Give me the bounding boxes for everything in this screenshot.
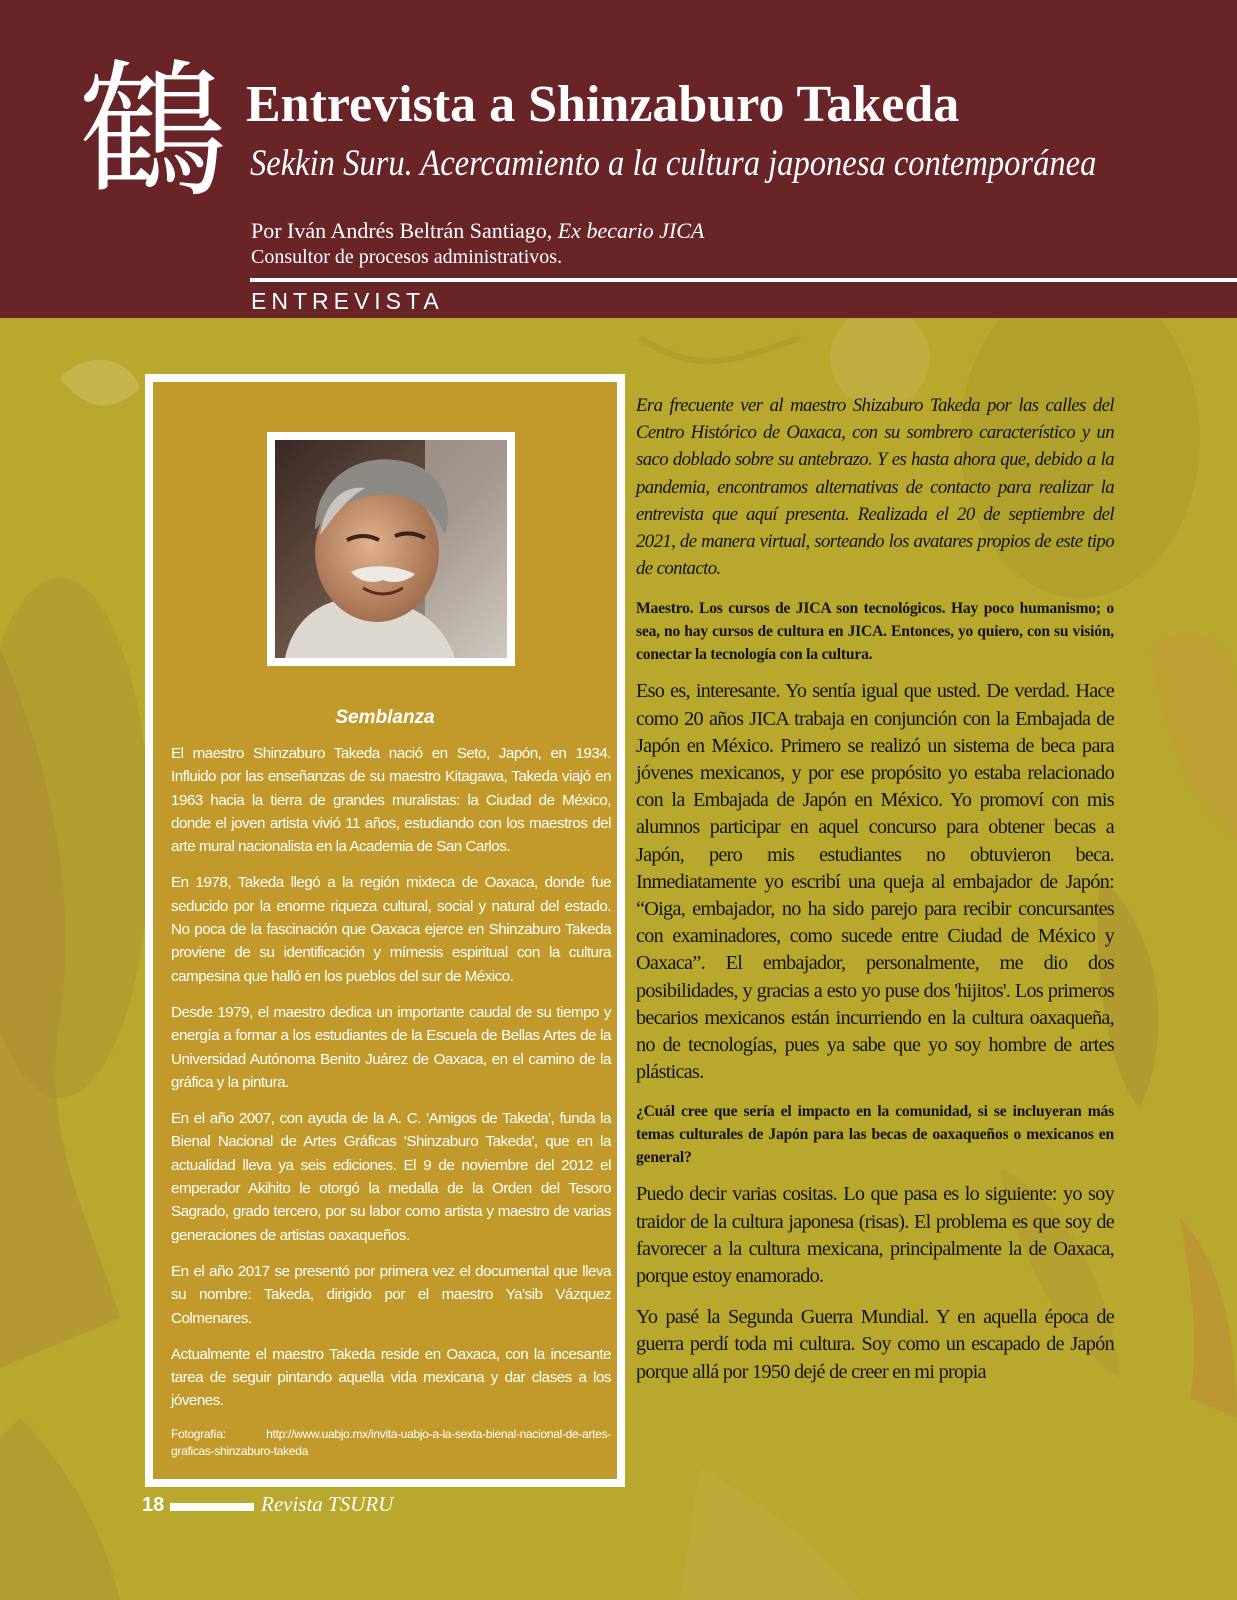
- portrait-photo: [275, 440, 507, 658]
- interview-column: [636, 392, 1114, 1400]
- author-affiliation: Ex becario JICA: [557, 218, 705, 243]
- portrait-frame: [267, 432, 515, 666]
- tsuru-kanji-logo: 鶴: [79, 46, 227, 218]
- article-header: [0, 0, 1237, 318]
- semblanza-paragraph: En el año 2007, con ayuda de la A. C. 'Amigos de Takeda', funda la Bienal Nacional de Artes Gráficas 'Shinzaburo Takeda', que en la actualidad lleva ya seis ediciones. El 9 de noviembre del 2012 el emperador Akihito le otorgó la medalla de la Orden del Tesoro Sagrado, grado tercero, por su labor como artista y maestro de varias generaciones de artistas oaxaqueños.: [171, 1110, 611, 1244]
- semblanza-body: [171, 742, 611, 1473]
- footer-bar: [170, 1503, 254, 1511]
- semblanza-paragraph: Desde 1979, el maestro dedica un importante caudal de su tiempo y energía a formar a los estudiantes de la Escuela de Bellas Artes de la Universidad Autónoma Benito Juárez de Oaxaca, en el camino de la gráfica y la pintura.: [171, 1003, 611, 1091]
- article-subtitle: Sekkin Suru. Acercamiento a la cultura japonesa contemporánea: [250, 143, 1097, 184]
- photo-credit: Fotografía: http://www.uabjo.mx/invita-uabjo-a-la-sexta-bienal-nacional-de-artes-graficas-shinzaburo-takeda: [171, 1426, 611, 1458]
- page-number: 18: [142, 1494, 165, 1516]
- semblanza-box: [145, 374, 625, 1487]
- interview-answer: Eso es, interesante. Yo sentía igual que usted. De verdad. Hace como 20 años JICA trabaja en conjunción con la Embajada de Japón en México. Primero se realizó un sistema de beca para jóvenes mexicanos, y por ese propósito yo estaba relacionado con la Embajada de Japón en México. Yo promoví con mis alumnos participar en aquel concurso para obtener becas a Japón, pero mis estudiantes no obtuvieron beca. Inmediatamente yo escribí una queja al embajador de Japón: “Oiga, embajador, no ha sido parejo para recibir concursantes con examinadores, como sucede entre Ciudad de México y Oaxaca”. El embajador, personalmente, me dio dos posibilidades, y gracias a esto yo puse dos 'hijitos'. Los primeros becarios mexicanos están incurriendo en la cultura oaxaqueña, no de tecnologías, pues ya sabe que yo soy hombre de artes plásticas.: [636, 680, 1114, 1084]
- semblanza-paragraph: El maestro Shinzaburo Takeda nació en Seto, Japón, en 1934. Influido por las enseñanzas de su maestro Kitagawa, Takeda viajó en 1963 hacia la tierra de grandes muralistas: la Ciudad de México, donde el joven artista vivió 11 años, estudiando con los maestros del arte mural nacionalista en la Academia de San Carlos.: [171, 745, 611, 856]
- interview-question: ¿Cuál cree que sería el impacto en la comunidad, si se incluyeran más temas culturales de Japón para las becas de oaxaqueños o mexicanos en general?: [636, 1103, 1114, 1167]
- section-label: ENTREVISTA: [251, 288, 444, 314]
- interview-answer: Puedo decir varias cositas. Lo que pasa es lo siguiente: yo soy traidor de la cultura japonesa (risas). El problema es que soy de favorecer a la cultura mexicana, principalmente la de Oaxaca, porque estoy enamorado.: [636, 1183, 1114, 1288]
- semblanza-paragraph: En el año 2017 se presentó por primera vez el documental que lleva su nombre: Takeda, dirigido por el maestro Ya'sib Vázquez Colmenares.: [171, 1262, 611, 1327]
- interview-question: Maestro. Los cursos de JICA son tecnológicos. Hay poco humanismo; o sea, no hay cursos de cultura en JICA. Entonces, yo quiero, con su visión, conectar la tecnología con la cultura.: [636, 600, 1114, 664]
- byline: [251, 218, 704, 244]
- intro-paragraph: Era frecuente ver al maestro Shizaburo Takeda por las calles del Centro Histórico de Oaxaca, con su sombrero característico y un saco doblado sobre su antebrazo. Y es hasta ahora que, debido a la pandemia, encontramos alternativas de contacto para realizar la entrevista que aquí presenta. Realizada el 20 de septiembre del 2021, de manera virtual, sorteando los avatares propios de este tipo de contacto.: [636, 395, 1114, 580]
- author-role: Consultor de procesos administrativos.: [251, 246, 563, 268]
- article-title: [246, 74, 959, 136]
- title-prefix: Entrevista a: [246, 76, 529, 133]
- semblanza-paragraph: En 1978, Takeda llegó a la región mixteca de Oaxaca, donde fue seducido por la enorme riqueza cultural, social y natural del estado. No poca de la fascinación que Oaxaca ejerce en Shinzaburo Takeda proviene de su identificación y mímesis espiritual con la cultura campesina que halló en los pueblos del sur de México.: [171, 874, 611, 985]
- interviewee-name: Shinzaburo Takeda: [528, 76, 960, 133]
- semblanza-title: Semblanza: [335, 707, 435, 728]
- magazine-name: Revista TSURU: [261, 1492, 394, 1516]
- interview-answer: Yo pasé la Segunda Guerra Mundial. Y en aquella época de guerra perdí toda mi cultura. Soy como un escapado de Japón porque allá por 1950 dejé de creer en mi propia: [636, 1306, 1114, 1383]
- semblanza-paragraph: Actualmente el maestro Takeda reside en Oaxaca, con la incesante tarea de seguir pintando aquella vida mexicana y dar clases a los jóvenes.: [171, 1345, 611, 1410]
- author-name: Por Iván Andrés Beltrán Santiago,: [251, 218, 558, 243]
- header-divider: [250, 278, 1237, 282]
